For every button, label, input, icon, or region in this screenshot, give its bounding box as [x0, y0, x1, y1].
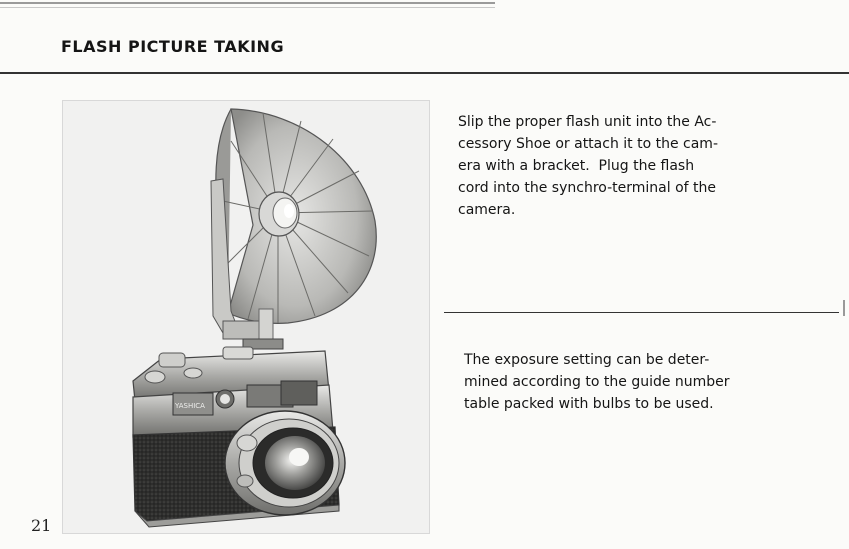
flash-reflector — [216, 109, 376, 323]
text-line: The exposure setting can be deter- — [464, 352, 710, 368]
camera-flash-photo — [62, 100, 430, 534]
edge-mark — [843, 300, 845, 316]
text-line: Slip the proper flash unit into the Ac- — [458, 114, 717, 130]
top-edge-rule-thin — [0, 7, 495, 8]
title-rule — [0, 72, 849, 74]
brand-plate: YASHICA — [175, 402, 205, 410]
text-line: table packed with bulbs to be used. — [464, 396, 714, 412]
text-line: cord into the synchro-terminal of the — [458, 180, 717, 196]
text-line: mined according to the guide number — [464, 374, 730, 390]
camera-lens — [225, 411, 345, 515]
text-line: camera. — [458, 202, 516, 218]
section-divider — [444, 312, 839, 313]
top-edge-rule — [0, 2, 495, 4]
text-line: cessory Shoe or attach it to the cam- — [458, 136, 718, 152]
paragraph-flash-mounting — [458, 111, 773, 221]
page-title: FLASH PICTURE TAKING — [61, 37, 285, 56]
paragraph-exposure-setting — [464, 349, 782, 415]
camera-illustration — [63, 101, 429, 533]
page-number: 21 — [31, 516, 52, 535]
text-line: era with a bracket. Plug the flash — [458, 158, 695, 174]
